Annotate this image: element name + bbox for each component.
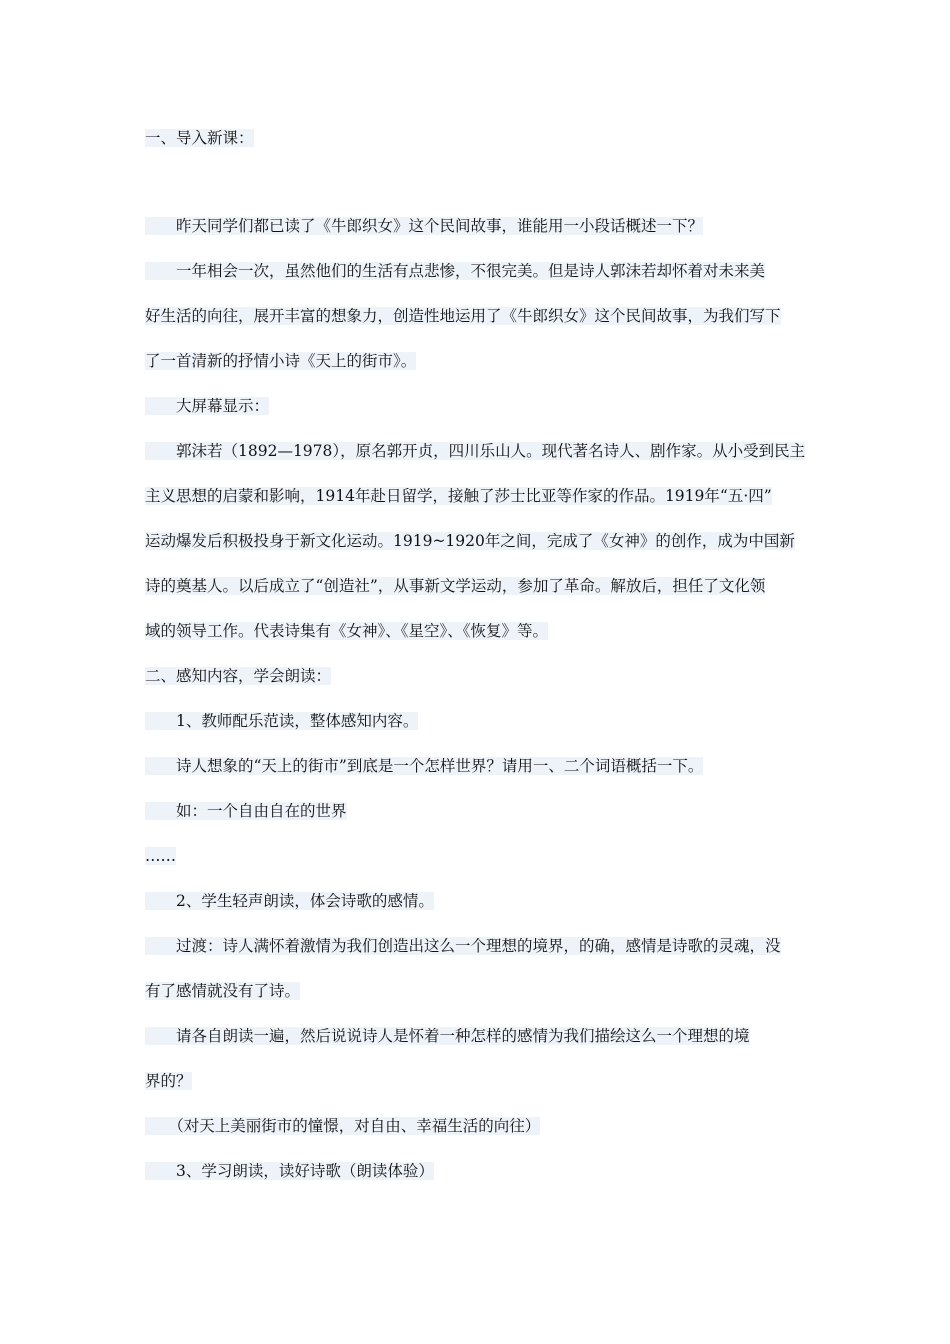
paragraph-2-line-3: 了一首清新的抒情小诗《天上的街市》。 [145,352,417,370]
paragraph-4-line-4: 诗的奠基人。以后成立了“创造社”，从事新文学运动，参加了革命。解放后，担任了文化领 [145,577,766,595]
paragraph-4-line-1: 郭沫若（1892—1978），原名郭开贞，四川乐山人。现代著名诗人、剧作家。从小受到民主 [145,442,806,460]
paragraph-4-line-5: 域的领导工作。代表诗集有《女神》、《星空》、《恢复》等。 [145,622,549,640]
ellipsis-line: …… [145,847,176,865]
paragraph-7-line-2: 有了感情就没有了诗。 [145,982,301,1000]
list-item-2: 2、学生轻声朗读，体会诗歌的感情。 [145,892,434,910]
paragraph-8-line-1: 请各自朗读一遍，然后说说诗人是怀着一种怎样的感情为我们描绘这么一个理想的境 [145,1027,750,1045]
paragraph-8-line-2: 界的？ [145,1072,192,1090]
paragraph-2-line-1: 一年相会一次，虽然他们的生活有点悲惨，不很完美。但是诗人郭沫若却怀着对未来美 [145,262,766,280]
paragraph-6: 如：一个自由自在的世界 [145,802,347,820]
list-item-1: 1、教师配乐范读，整体感知内容。 [145,712,419,730]
paragraph-1: 昨天同学们都已读了《牛郎织女》这个民间故事，谁能用一小段话概述一下？ [145,217,704,235]
paragraph-3: 大屏幕显示： [145,397,270,415]
paragraph-4-line-3: 运动爆发后积极投身于新文化运动。1919~1920年之间，完成了《女神》的创作，成为中国新 [145,532,795,550]
paragraph-4-line-2: 主义思想的启蒙和影响，1914年赴日留学，接触了莎士比亚等作家的作品。1919年“五·四” [145,487,772,505]
paragraph-5: 诗人想象的“天上的街市”到底是一个怎样世界？请用一、二个词语概括一下。 [145,757,704,775]
paragraph-2-line-2: 好生活的向往，展开丰富的想象力，创造性地运用了《牛郎织女》这个民间故事，为我们写下 [145,307,781,325]
paragraph-9: （对天上美丽街市的憧憬，对自由、幸福生活的向往） [145,1117,541,1135]
section-heading-1: 一、导入新课： [145,129,254,147]
section-heading-2: 二、感知内容，学会朗读： [145,667,332,685]
list-item-3: 3、学习朗读，读好诗歌（朗读体验） [145,1162,434,1180]
paragraph-7-line-1: 过渡：诗人满怀着激情为我们创造出这么一个理想的境界，的确，感情是诗歌的灵魂，没 [145,937,781,955]
